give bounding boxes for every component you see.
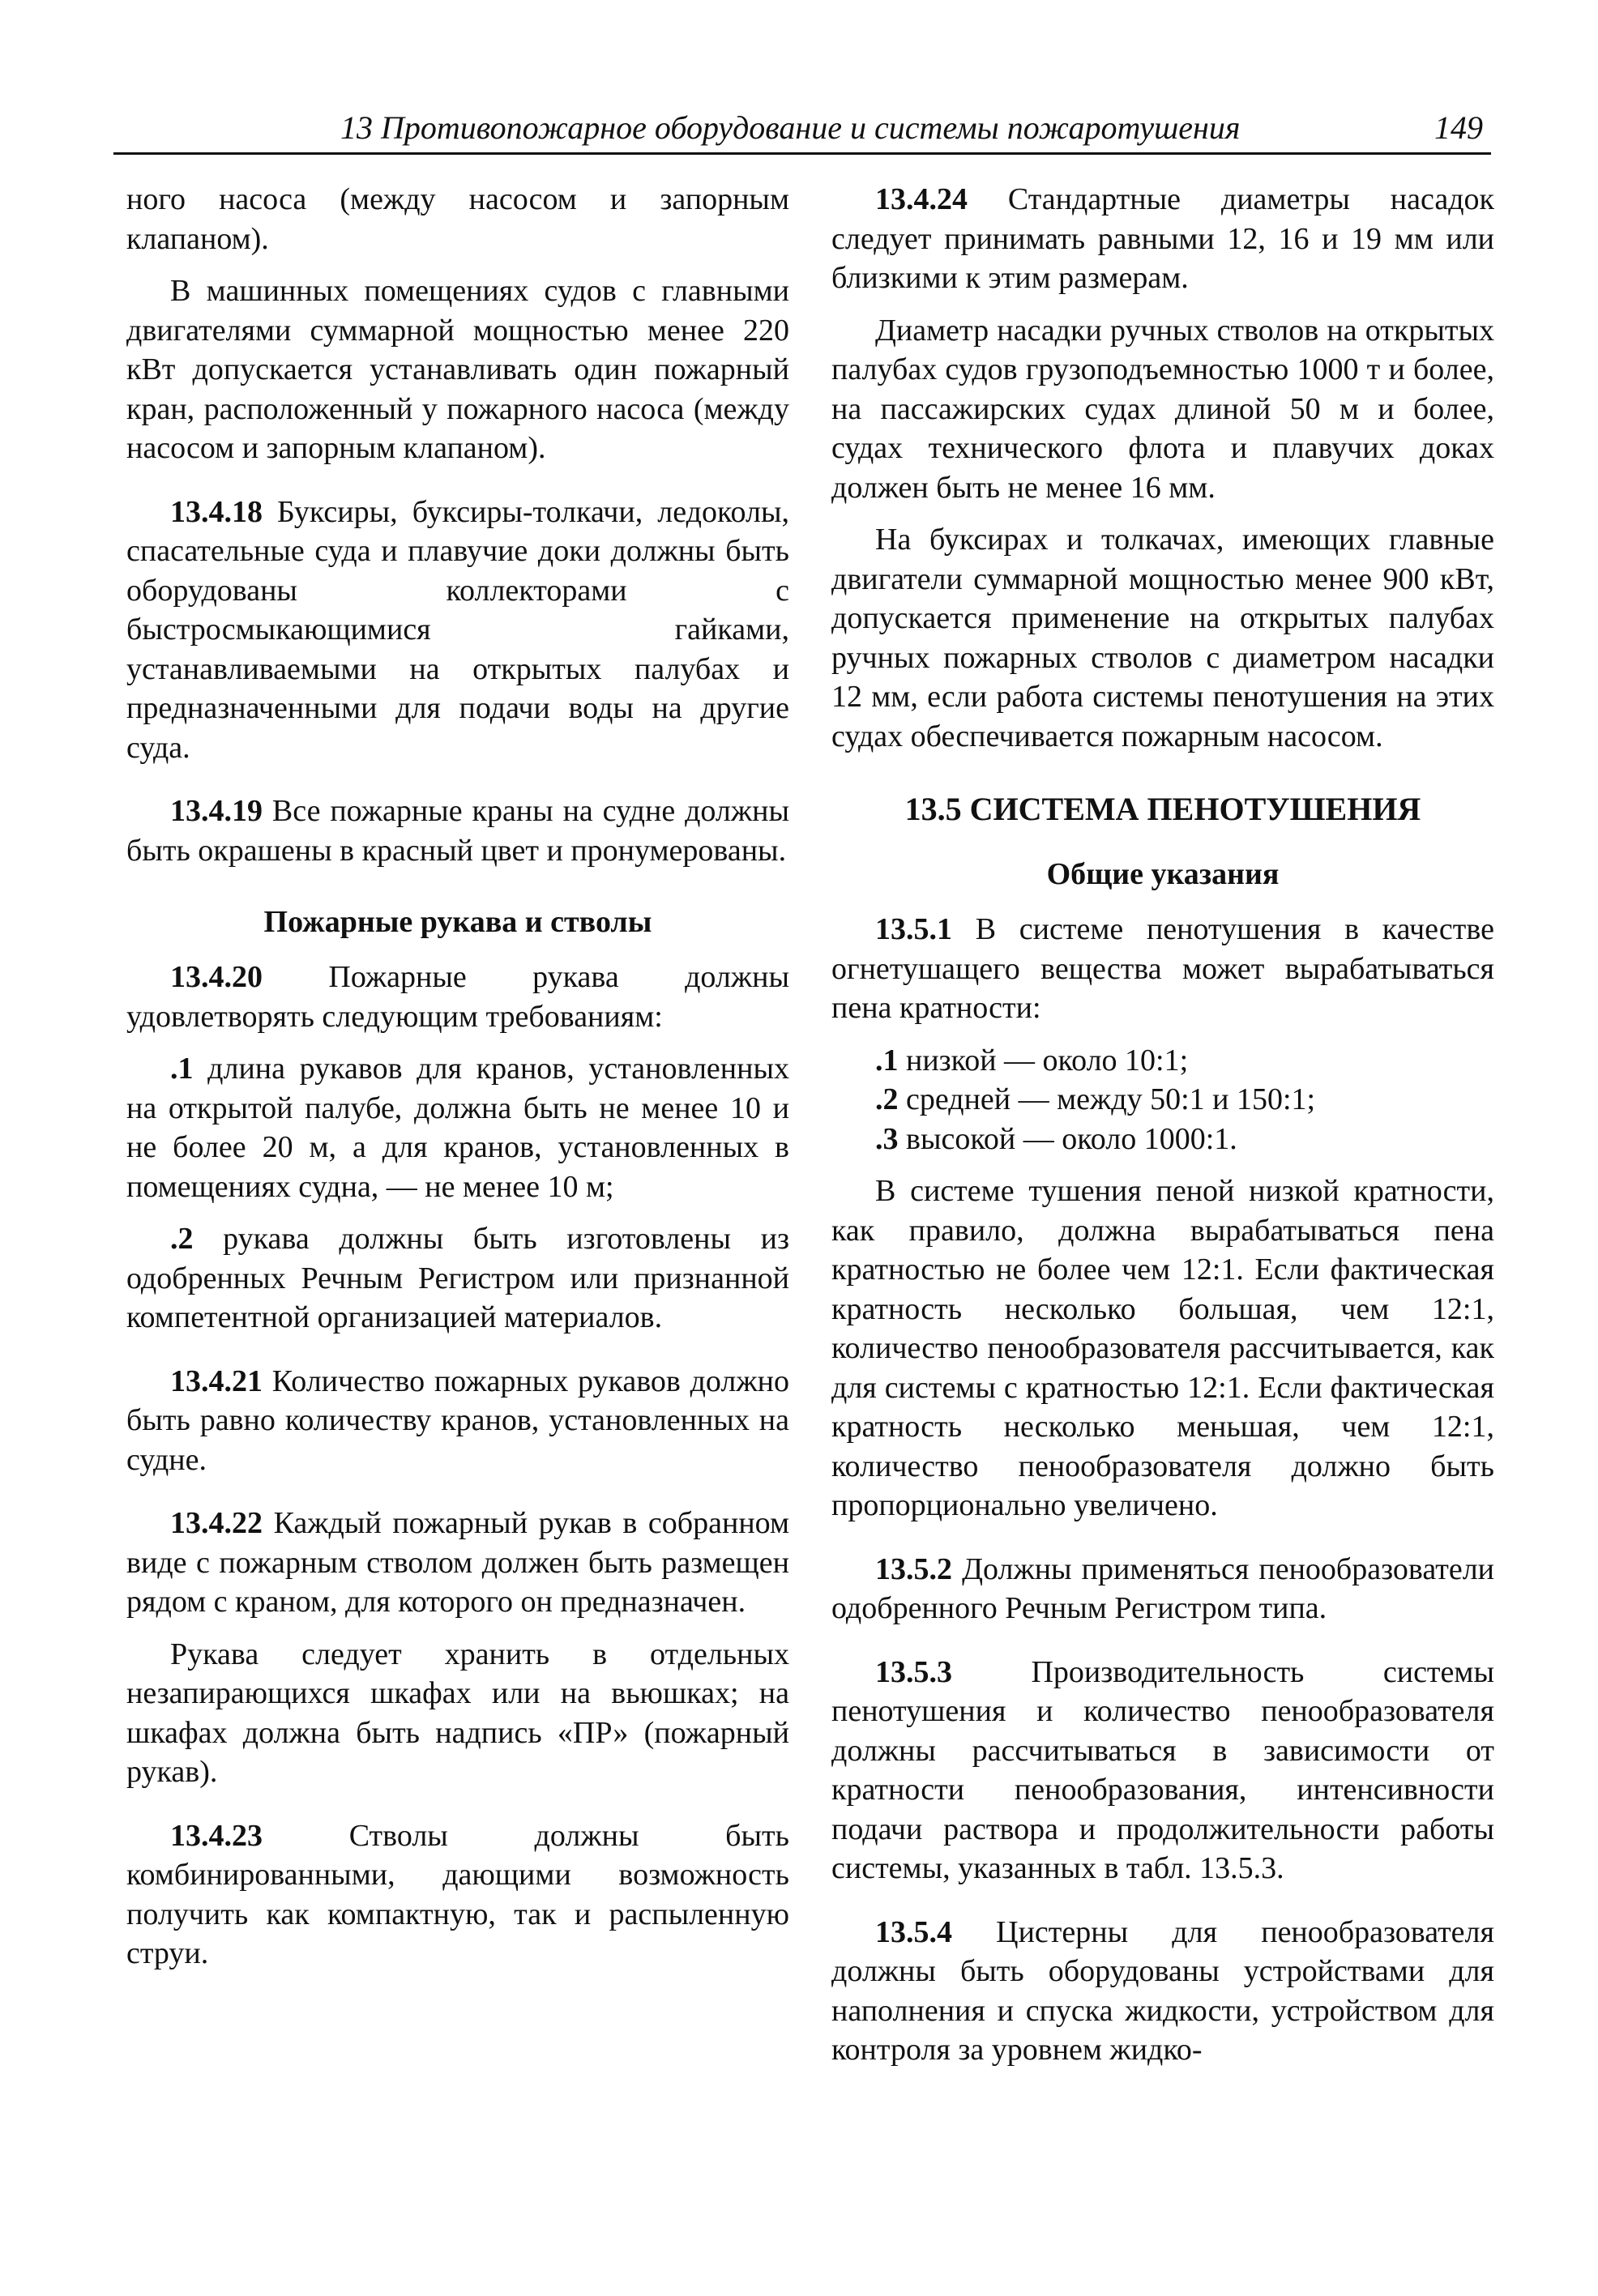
clause-number: 13.4.19	[170, 794, 263, 828]
clause-13-4-24	[831, 180, 1494, 298]
left-column	[126, 180, 789, 1987]
clause-13-4-20	[126, 958, 789, 1036]
section-heading: 13.5 СИСТЕМА ПЕНОТУШЕНИЯ	[904, 791, 1421, 827]
clause-number: 13.4.18	[170, 494, 263, 529]
clause-text: Все пожарные краны на судне должны быть окрашены в красный цвет и пронумерованы.	[126, 794, 789, 868]
clause-13-4-22	[126, 1504, 789, 1622]
clause-13-4-19	[126, 792, 789, 870]
clause-number: 13.5.1	[875, 912, 952, 946]
list-number: .1	[170, 1052, 194, 1086]
clause-number: 13.5.3	[875, 1654, 952, 1689]
section-subheading: Пожарные рукава и стволы	[263, 905, 652, 939]
list-number: .1	[875, 1043, 899, 1078]
clause-text: Должны применяться пенообразователи одобренного Речным Регистром типа.	[831, 1551, 1494, 1625]
list-text: длина рукавов для кранов, установленных на открытой палубе, должна быть не менее 10 и не более 20 м, а для кранов, установленных в помещениях судна, — не менее 10 м;	[126, 1052, 789, 1204]
list-number: .3	[875, 1121, 899, 1156]
clause-text: Цистерны для пенообразователя должны быть оборудованы устройствами для наполнения и спуска жидкости, устройством для контроля за уровнем жидко-	[831, 1914, 1494, 2067]
paragraph: ного насоса (между насосом и запорным клапаном).	[126, 182, 789, 256]
list-item	[126, 1049, 789, 1206]
clause-text: Производительность системы пенотушения и количество пенообразователя должны рассчитываться в зависимости от кратности пенообразования, интенсивности подачи раствора и продолжительности работы системы, указанных в табл. 13.5.3.	[831, 1654, 1494, 1885]
clause-13-5-3	[831, 1653, 1494, 1888]
list-number: .2	[875, 1082, 899, 1116]
clause-13-5-1	[831, 910, 1494, 1028]
right-column	[831, 180, 1494, 2083]
chapter-title: 13 Противопожарное оборудование и системы пожаротушения	[340, 109, 1241, 146]
list-item	[831, 1041, 1494, 1081]
paragraph: Диаметр насадки ручных стволов на открытых палубах судов грузоподъемностью 1000 т и более, на пассажирских судах длиной 50 м и более, судах технического флота и плавучих доках должен быть не менее 16 мм.	[831, 313, 1494, 505]
list-text: средней — между 50:1 и 150:1;	[898, 1082, 1316, 1116]
clause-text: Пожарные рукава должны удовлетворять следующим требованиям:	[126, 960, 789, 1034]
list-item	[831, 1080, 1494, 1120]
clause-number: 13.4.24	[875, 182, 968, 216]
clause-text: Стандартные диаметры насадок следует принимать равными 12, 16 и 19 мм или близкими к этим размерам.	[831, 182, 1494, 295]
paragraph: В системе тушения пеной низкой кратности, как правило, должна вырабатываться пена кратностью не более чем 12:1. Если фактическая кратность несколько большая, чем 12:1, количество пенообразователя рассчитывается, как для системы с кратностью 12:1. Если фактическая кратность несколько меньшая, чем 12:1, количество пенообразователя должно быть пропорционально увеличено.	[831, 1174, 1494, 1522]
paragraph: Рукава следует хранить в отдельных незапирающихся шкафах или на вьюшках; на шкафах должна быть надпись «ПР» (пожарный рукав).	[126, 1637, 789, 1789]
paragraph: В машинных помещениях судов с главными двигателями суммарной мощностью менее 220 кВт допускается устанавливать один пожарный кран, расположенный у пожарного насоса (между насосом и запорным клапаном).	[126, 274, 789, 465]
clause-text: В системе пенотушения в качестве огнетушащего вещества может вырабатываться пена кратности:	[831, 912, 1494, 1025]
clause-number: 13.4.23	[170, 1818, 263, 1853]
page-number: 149	[1434, 109, 1483, 146]
clause-13-5-4	[831, 1913, 1494, 2070]
clause-13-4-21	[126, 1362, 789, 1480]
clause-number: 13.5.4	[875, 1914, 952, 1949]
clause-13-4-23	[126, 1816, 789, 1974]
clause-number: 13.5.2	[875, 1551, 952, 1586]
clause-number: 13.4.21	[170, 1364, 263, 1398]
clause-text: Стволы должны быть комбинированными, дающими возможность получить как компактную, так и распыленную струи.	[126, 1818, 789, 1970]
paragraph: На буксирах и толкачах, имеющих главные двигатели суммарной мощностью менее 900 кВт, допускается применение на открытых палубах ручных пожарных стволов с диаметром насадки 12 мм, если работа системы пенотушения на этих судах обеспечивается пожарным насосом.	[831, 523, 1494, 753]
clause-text: Каждый пожарный рукав в собранном виде с пожарным стволом должен быть размещен рядом с краном, для которого он предназначен.	[126, 1506, 789, 1619]
clause-13-5-2	[831, 1550, 1494, 1628]
list-text: рукава должны быть изготовлены из одобренных Речным Регистром или признанной компетентной организацией материалов.	[126, 1222, 789, 1334]
list-number: .2	[170, 1222, 194, 1256]
section-subheading: Общие указания	[1046, 857, 1280, 891]
list-item	[126, 1219, 789, 1338]
running-header	[113, 104, 1491, 155]
clause-text: Количество пожарных рукавов должно быть равно количеству кранов, установленных на судне.	[126, 1364, 789, 1477]
list-text: высокой — около 1000:1.	[898, 1121, 1237, 1156]
clause-text: Буксиры, буксиры-толкачи, ледоколы, спасательные суда и плавучие доки должны быть оборудованы коллекторами с быстросмыкающимися гайками, устанавливаемыми на открытых палубах и предназначенными для подачи воды на другие суда.	[126, 494, 789, 765]
list-item	[831, 1120, 1494, 1159]
clause-number: 13.4.20	[170, 960, 263, 994]
clause-13-4-18	[126, 493, 789, 768]
clause-number: 13.4.22	[170, 1506, 263, 1540]
list-text: низкой — около 10:1;	[898, 1043, 1189, 1078]
